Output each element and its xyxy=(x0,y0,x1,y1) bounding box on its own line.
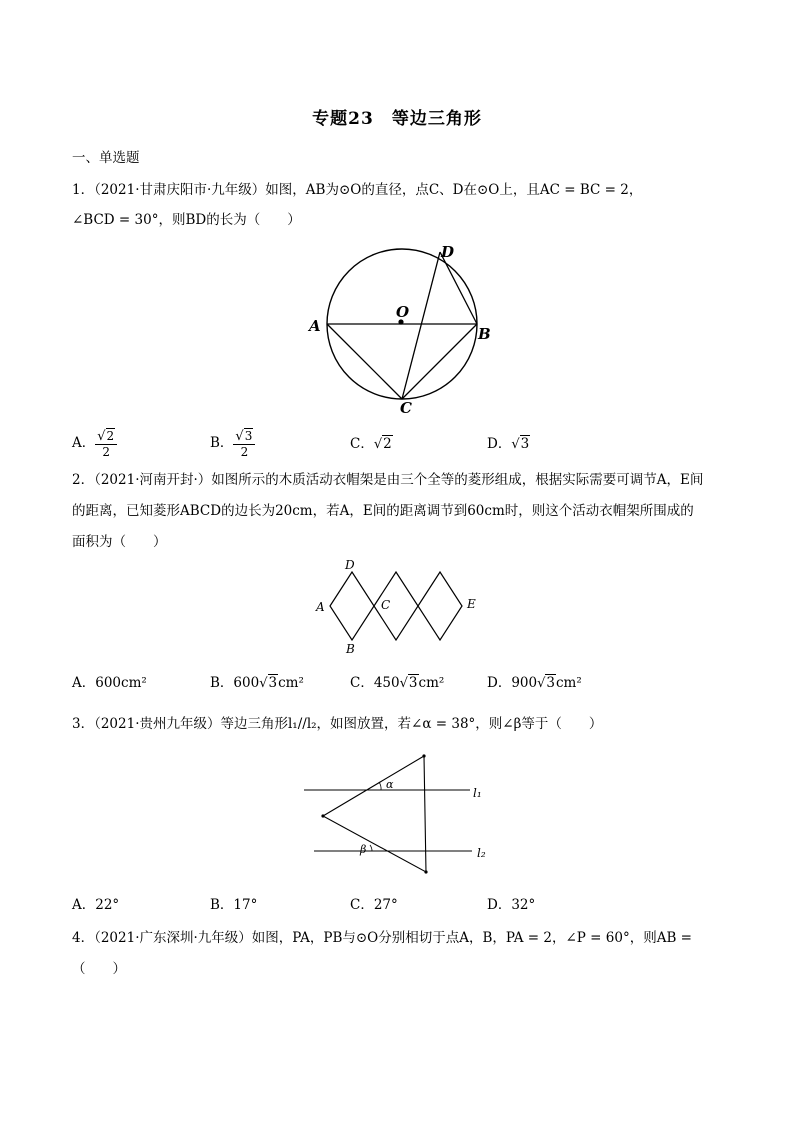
q2-text-line1: 2．（2021·河南开封·）如图所示的木质活动衣帽架是由三个全等的菱形组成，根据实际需要可调节A，E间 xyxy=(72,472,704,488)
label-b: B xyxy=(346,642,355,656)
label-c: C xyxy=(381,598,391,612)
fraction: $\frac{√3}{2}$ xyxy=(233,428,255,459)
vertex-bottom xyxy=(424,870,427,873)
q1-option-d[interactable]: D．√3 xyxy=(487,436,530,452)
q1-option-b[interactable]: B． $\frac{√3}{2}$ xyxy=(210,428,255,459)
label-d: D xyxy=(345,558,355,572)
equilateral-triangle xyxy=(323,756,426,872)
label-a: A xyxy=(316,600,325,614)
q1-text-line1: 1．（2021·甘肃庆阳市·九年级）如图，AB为⊙O的直径，点C、D在⊙O上，且AC = BC = 2， xyxy=(72,182,643,198)
q3-option-d[interactable]: D．32° xyxy=(487,897,536,913)
q2-rhombus-diagram xyxy=(310,554,490,658)
label-c: C xyxy=(400,399,412,417)
q2-option-d[interactable]: D．900√3cm² xyxy=(487,675,582,691)
q2-option-c[interactable]: C．450√3cm² xyxy=(350,675,445,691)
q1-text-line2: ∠BCD = 30°，则BD的长为（ ） xyxy=(72,212,301,228)
q3-text-line1: 3．（2021·贵州九年级）等边三角形l₁//l₂，如图放置，若∠α = 38°，则∠β等于（ ） xyxy=(72,716,603,732)
q3-option-b[interactable]: B．17° xyxy=(210,897,258,913)
chord-bd xyxy=(440,252,477,324)
chord-bc xyxy=(402,324,477,399)
q3-option-a[interactable]: A．22° xyxy=(72,897,120,913)
label-a: A xyxy=(309,317,321,335)
q1-circle-diagram xyxy=(300,236,500,422)
q2-option-b[interactable]: B．600√3cm² xyxy=(210,675,304,691)
q4-text-line1: 4．（2021·广东深圳·九年级）如图，PA，PB与⊙O分别相切于点A，B，PA = 2，∠P = 60°，则AB = xyxy=(72,930,692,946)
q3-option-c[interactable]: C．27° xyxy=(350,897,398,913)
vertex-left xyxy=(321,814,324,817)
arc-alpha xyxy=(379,782,381,790)
rhombus-1 xyxy=(330,572,374,640)
label-l1: l₁ xyxy=(473,786,482,800)
q3-triangle-diagram xyxy=(300,748,500,878)
q2-text-line3: 面积为（ ） xyxy=(72,534,167,550)
q4-text-line2: （ ） xyxy=(72,961,126,977)
page-title: 专题23 等边三角形 xyxy=(312,109,482,129)
q1-option-c[interactable]: C．√2 xyxy=(350,436,392,452)
section-heading: 一、单选题 xyxy=(72,150,140,166)
label-b: B xyxy=(478,325,491,343)
q1-option-a[interactable]: A． $\frac{√2}{2}$ xyxy=(72,428,117,459)
label-l2: l₂ xyxy=(477,846,486,860)
label-e: E xyxy=(467,597,476,611)
vertex-top xyxy=(422,754,425,757)
chord-cd xyxy=(402,252,440,399)
chord-ac xyxy=(327,324,402,399)
label-d: D xyxy=(441,243,455,261)
fraction: $\frac{√2}{2}$ xyxy=(95,428,117,459)
q2-text-line2: 的距离，已知菱形ABCD的边长为20cm，若A，E间的距离调节到60cm时，则这个活动衣帽架所围成的 xyxy=(72,503,694,519)
arc-beta xyxy=(370,845,372,851)
label-beta: β xyxy=(360,843,367,856)
label-alpha: α xyxy=(386,778,394,791)
rhombus-3 xyxy=(418,572,462,640)
q2-option-a[interactable]: A．600cm² xyxy=(72,675,147,691)
label-o: O xyxy=(396,303,410,321)
